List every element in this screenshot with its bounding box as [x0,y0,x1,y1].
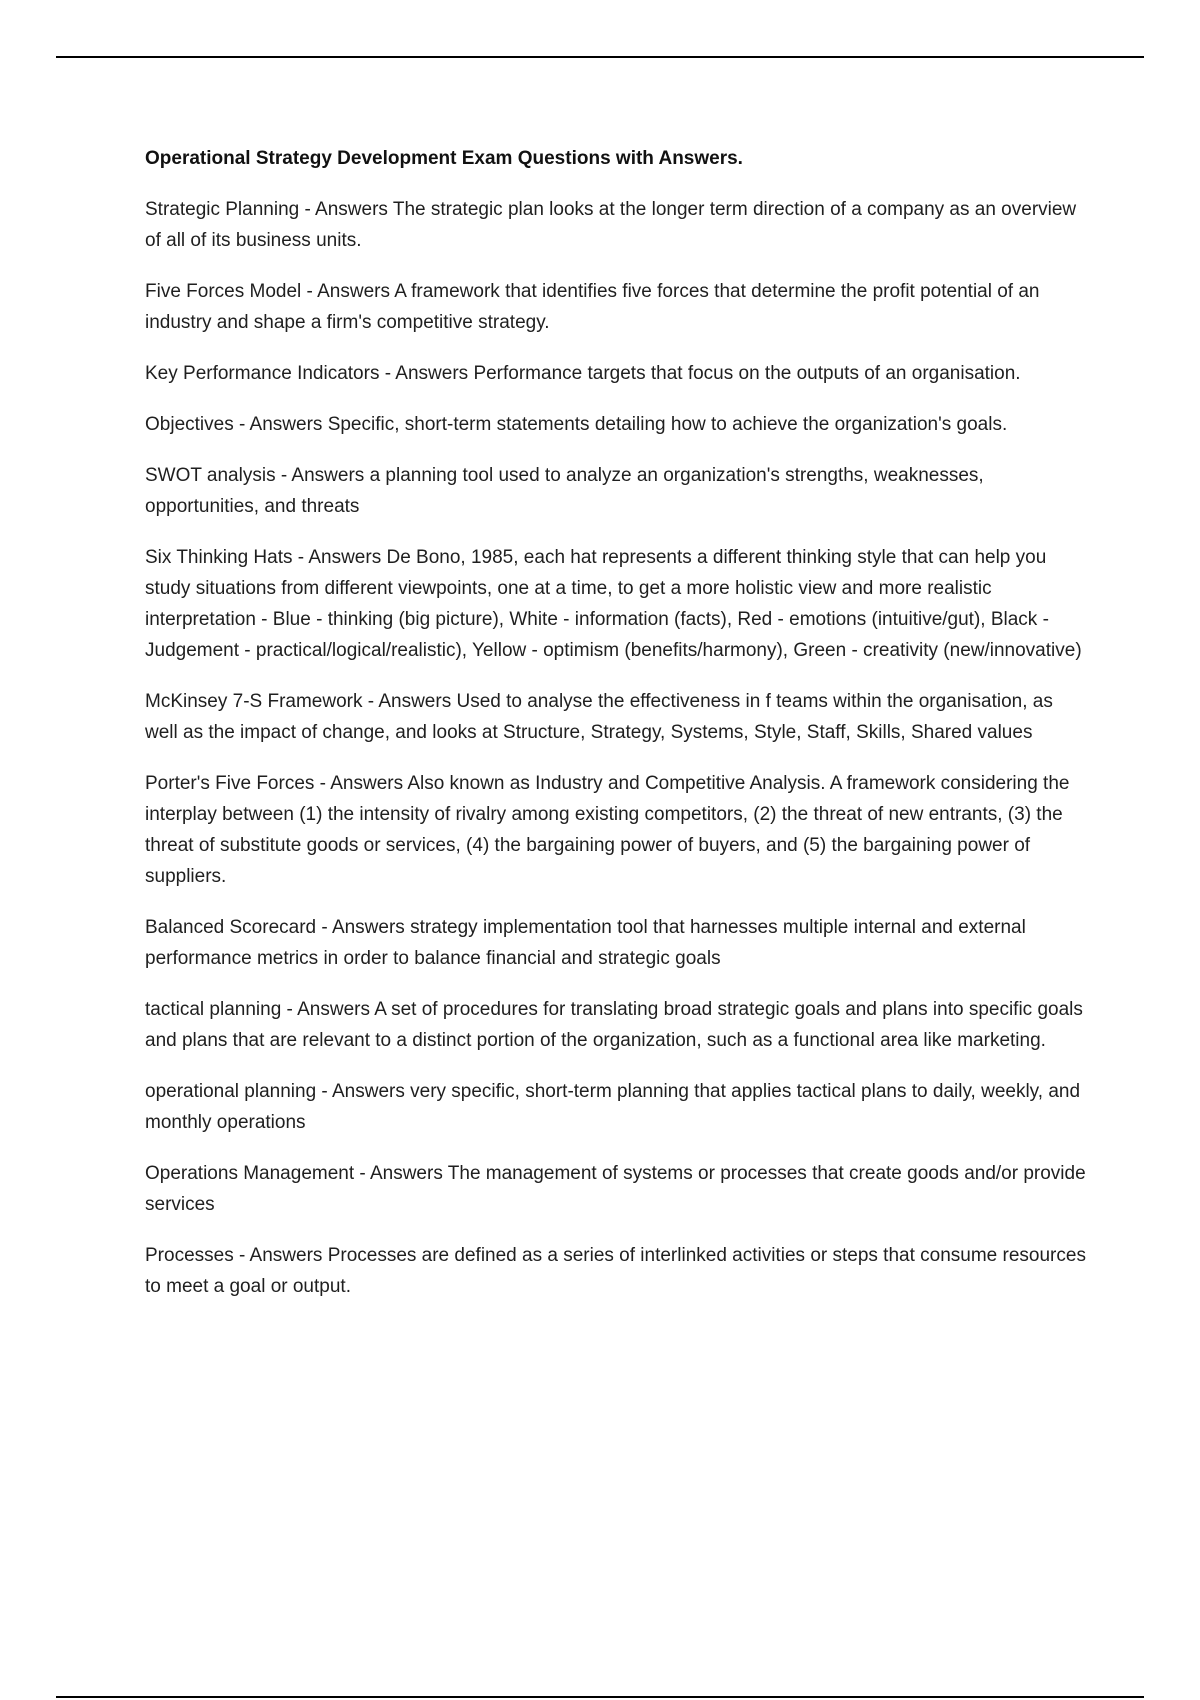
entry-answer: Processes are defined as a series of interlinked activities or steps that consume resources to meet a goal or output. [145,1245,1086,1297]
entry-separator: - Answers [314,773,408,794]
qa-entry [145,358,1090,389]
entry-term: Key Performance Indicators [145,363,380,384]
entry-separator: - Answers [362,691,457,712]
entry-answer: Specific, short-term statements detailing how to achieve the organization's goals. [327,414,1008,435]
entry-separator: - Answers [281,999,375,1020]
entry-term: Five Forces Model [145,281,302,302]
entry-term: Processes [145,1245,234,1266]
entry-answer: a planning tool used to analyze an organization's strengths, weaknesses, opportunities, and threats [145,465,984,517]
entry-answer: Also known as Industry and Competitive Analysis. A framework considering the interplay between (1) the intensity of rivalry among existing competitors, (2) the threat of new entrants, (3) the threat of substitute goods or services, (4) the bargaining power of buyers, and (5) the bargaining power of suppliers. [145,773,1070,887]
qa-entry [145,1076,1090,1138]
entry-term: Porter's Five Forces [145,773,315,794]
entry-separator: - Answers [301,281,395,302]
entry-answer: strategy implementation tool that harnesses multiple internal and external performance metrics in order to balance financial and strategic goals [145,917,1026,969]
entry-term: tactical planning [145,999,282,1020]
entry-answer: De Bono, 1985, each hat represents a different thinking style that can help you study situations from different viewpoints, one at a time, to get a more holistic view and more realistic interpretation - Blue - thinking (big picture), White - information (facts), Red - emotions (intuitive/gut), Black - Judgement - practical/logical/realistic), Yellow - optimism (benefits/harmony), Green - creativity (new/innovative) [145,547,1082,661]
qa-entry [145,194,1090,256]
entry-term: SWOT analysis [145,465,276,486]
qa-entry [145,686,1090,748]
entry-term: Strategic Planning [145,199,300,220]
entry-answer: very specific, short-term planning that applies tactical plans to daily, weekly, and monthly operations [145,1081,1081,1133]
entry-answer: Performance targets that focus on the outputs of an organisation. [473,363,1021,384]
entry-separator: - Answers [292,547,387,568]
qa-entry [145,276,1090,338]
qa-entry [145,1158,1090,1220]
document-title: Operational Strategy Development Exam Questions with Answers. [145,148,743,169]
entry-answer: The strategic plan looks at the longer term direction of a company as an overview of all of its business units. [145,199,1077,251]
entry-separator: - Answers [379,363,474,384]
entry-separator: - Answers [233,414,328,435]
entry-separator: - Answers [354,1163,448,1184]
qa-entry [145,912,1090,974]
qa-entry [145,542,1090,666]
qa-entry [145,994,1090,1056]
qa-entry [145,1240,1090,1302]
entry-separator: - Answers [316,917,411,938]
document-body [145,146,1090,1322]
entry-separator: - Answers [316,1081,411,1102]
entry-answer: Used to analyse the effectiveness in f teams within the organisation, as well as the impact of change, and looks at Structure, Strategy, Systems, Style, Staff, Skills, Shared values [145,691,1053,743]
entry-term: Balanced Scorecard [145,917,317,938]
entry-separator: - Answers [275,465,370,486]
entry-answer: A set of procedures for translating broad strategic goals and plans into specific goals and plans that are relevant to a distinct portion of the organization, such as a functional area like marketing. [145,999,1083,1051]
qa-entry [145,460,1090,522]
top-rule [56,56,1144,58]
entry-term: Six Thinking Hats [145,547,293,568]
entry-term: Operations Management [145,1163,355,1184]
entry-separator: - Answers [233,1245,328,1266]
entry-term: operational planning [145,1081,317,1102]
qa-entry [145,409,1090,440]
entry-separator: - Answers [299,199,393,220]
entry-answer: The management of systems or processes that create goods and/or provide services [145,1163,1086,1215]
entry-term: McKinsey 7-S Framework [145,691,363,712]
entry-answer: A framework that identifies five forces that determine the profit potential of an industry and shape a firm's competitive strategy. [145,281,1040,333]
qa-entry [145,768,1090,892]
bottom-rule [56,1696,1144,1698]
entry-term: Objectives [145,414,234,435]
